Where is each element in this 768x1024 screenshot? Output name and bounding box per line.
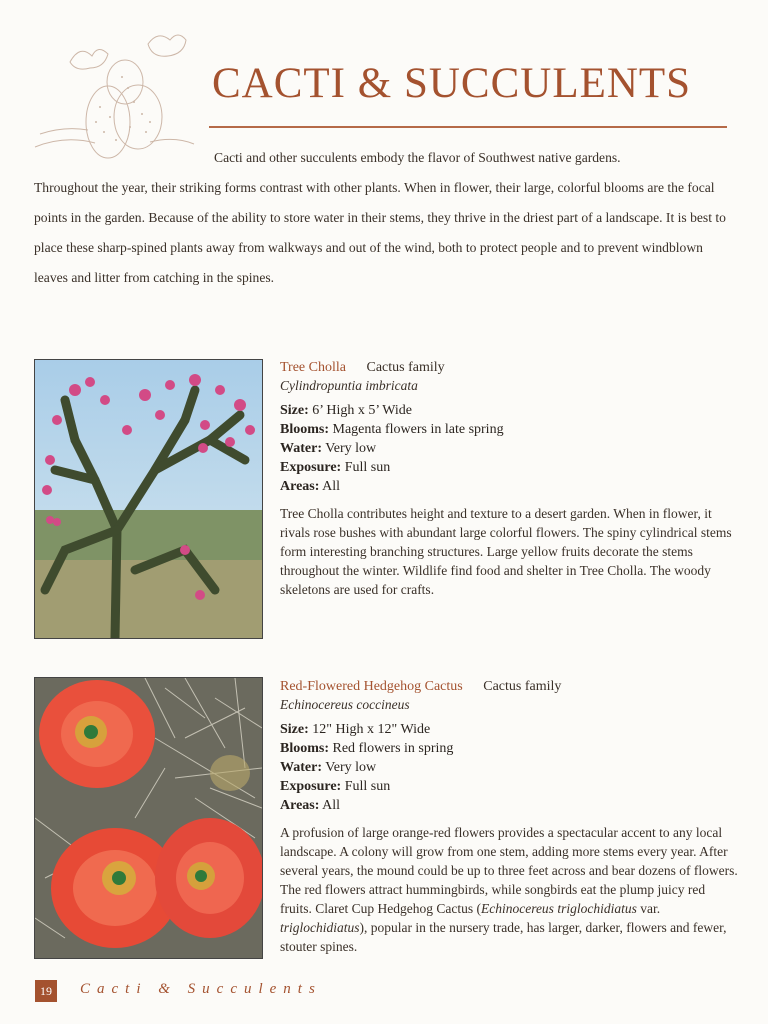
size-label: Size: <box>280 722 309 737</box>
areas-label: Areas: <box>280 798 320 813</box>
plant-description: A profusion of large orange-red flowers provides a spectacular accent to any local landscape. A colony will grow from one stem, adding more stems every year. After several years, the mound could be up to three feet across and bear dozens of flowers. The red flowers attract hummingbirds, while songbirds eat the plump juicy red fruits. Claret Cup Hedgehog Cactus (Echinocereus triglochidiatus var. triglochidiatus), popular in the nursery trade, has larger, darker, flowers and fewer, stouter spines. <box>280 825 738 954</box>
areas-label: Areas: <box>280 479 320 494</box>
plant-facts <box>280 401 740 496</box>
page-number-badge: 19 <box>35 980 57 1002</box>
water-value: Very low <box>325 441 377 456</box>
exposure-label: Exposure: <box>280 779 342 794</box>
intro-rest: Throughout the year, their striking forms contrast with other plants. When in flower, their large, colorful blooms are the focal points in the garden. Because of the ability to store water in their stems, they thrive in the driest part of a landscape. It is best to place these sharp-spined plants away from walkways and out of the wind, both to protect people and to prevent windblown leaves and litter from catching in the spines. <box>34 180 726 285</box>
blooms-value: Magenta flowers in late spring <box>332 422 504 437</box>
areas-value: All <box>322 479 341 494</box>
scientific-name: Cylindropuntia imbricata <box>280 378 418 393</box>
exposure-label: Exposure: <box>280 460 342 475</box>
plant-entry-tree-cholla <box>280 358 740 599</box>
plant-description: Tree Cholla contributes height and texture to a desert garden. When in flower, it rivals rose bushes with abundant large colorful flowers. The spiny cylindrical stems form interesting branching structures. Large yellow fruits decorate the stems throughout the winter. Wildlife find food and shelter in Tree Cholla. The woody skeletons are used for crafts. <box>280 506 732 597</box>
plant-name: Red-Flowered Hedgehog Cactus <box>280 679 463 694</box>
water-label: Water: <box>280 760 322 775</box>
water-label: Water: <box>280 441 322 456</box>
plant-entry-hedgehog-cactus <box>280 677 740 956</box>
size-value: 12" High x 12" Wide <box>312 722 431 737</box>
plant-family: Cactus family <box>366 360 445 375</box>
title-divider <box>209 126 727 128</box>
blooms-label: Blooms: <box>280 422 329 437</box>
scientific-name-inline: Echinocereus triglochidiatus <box>480 901 637 916</box>
tree-cholla-photo <box>34 359 263 639</box>
scientific-name: Echinocereus coccineus <box>280 697 410 712</box>
size-label: Size: <box>280 403 309 418</box>
blooms-label: Blooms: <box>280 741 329 756</box>
plant-family: Cactus family <box>483 679 562 694</box>
footer-section-title: Cacti & Succulents <box>80 981 322 997</box>
hedgehog-cactus-photo <box>34 677 263 959</box>
blooms-value: Red flowers in spring <box>332 741 454 756</box>
size-value: 6’ High x 5’ Wide <box>312 403 413 418</box>
page-title: CACTI & SUCCULENTS <box>212 60 692 107</box>
exposure-value: Full sun <box>344 460 391 475</box>
intro-first-line: Cacti and other succulents embody the flavor of Southwest native gardens. <box>214 150 621 165</box>
plant-name: Tree Cholla <box>280 360 346 375</box>
scientific-name-inline: triglochidiatus <box>280 920 360 935</box>
exposure-value: Full sun <box>344 779 391 794</box>
plant-facts <box>280 720 740 815</box>
water-value: Very low <box>325 760 377 775</box>
areas-value: All <box>322 798 341 813</box>
intro-paragraph <box>34 143 734 293</box>
